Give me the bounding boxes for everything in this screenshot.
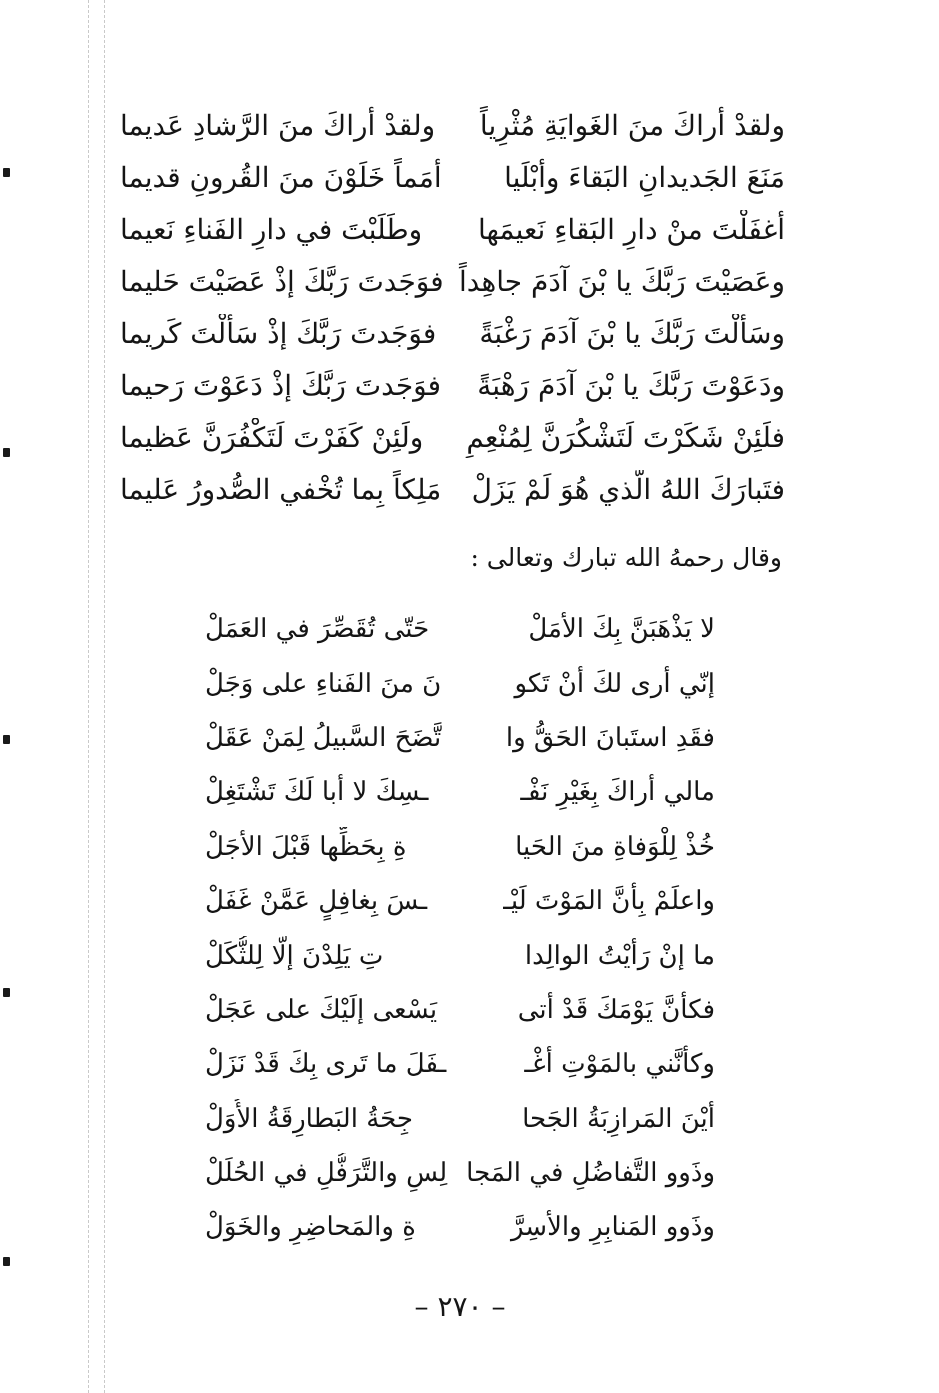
verse-first-half: فلَئِنْ شَكَرْتَ لَتَشْكُرَنَّ لِمُنْعِمٍ <box>466 421 785 454</box>
verse-second-half: حَتّى تُقَصِّرَ في العَمَلْ <box>205 614 430 645</box>
verse-second-half: ةِ والمَحاضِرِ والخَوَلْ <box>205 1212 416 1243</box>
verse-first-half: فقَدِ استَبانَ الحَقُّ وا <box>505 722 715 753</box>
verse-first-half: فتَبارَكَ اللهُ الّذي هُوَ لَمْ يَزَلْ <box>471 473 785 506</box>
verse-line <box>205 1200 715 1254</box>
verse-line <box>120 308 785 360</box>
verse-first-half: مالي أراكَ بِغَيْرِ نَفْـ <box>520 777 715 808</box>
verse-second-half: فوَجَدتَ رَبَّكَ إذْ سَأَلْتَ كَريما <box>120 317 437 350</box>
verse-second-half: تِ يَلِدْنَ إلّا لِلثُّكَلْ <box>205 940 384 971</box>
verse-first-half: خُذْ لِلْوَفاةِ منَ الحَيا <box>515 831 715 862</box>
verse-line <box>205 1146 715 1200</box>
verse-line <box>120 204 785 256</box>
verse-line <box>120 360 785 412</box>
verse-first-half: مَنَعَ الجَديدانِ البَقاءَ وأبْلَيا <box>504 161 785 194</box>
verse-line <box>205 874 715 928</box>
verse-second-half: ولقدْ أراكَ منَ الرَّشادِ عَديما <box>120 109 436 142</box>
verse-second-half: فوَجَدتَ رَبَّكَ إذْ دَعَوْتَ رَحيما <box>120 369 441 402</box>
verse-first-half: وذَوو المَنابِرِ والأسِرَّ <box>510 1212 715 1243</box>
poem-introduction: وقال رحمهُ الله تبارك وتعالى : <box>470 543 782 572</box>
verse-first-half: وكأنَّني بالمَوْتِ أغْـ <box>524 1049 715 1080</box>
verse-second-half: ـسِكَ لا أبا لَكَ تَشْتَغِلْ <box>205 777 429 808</box>
page-number: – ٢٧٠ – <box>414 1290 506 1323</box>
verse-line <box>205 820 715 874</box>
verse-line <box>120 412 785 464</box>
verse-second-half: نَ منَ الفَناءِ على وَجَلْ <box>205 668 442 699</box>
verse-second-half: لِسِ والتَّرَفُّلِ في الحُلَلْ <box>205 1158 448 1189</box>
verse-first-half: ولقدْ أراكَ منَ الغَوايَةِ مُثْرِياً <box>479 109 785 142</box>
verse-line <box>205 711 715 765</box>
verse-line <box>120 100 785 152</box>
verse-first-half: إنّي أرى لكَ أنْ تَكو <box>514 668 715 699</box>
verse-second-half: ـفَلَ ما تَرى بِكَ قَدْ نَزَلْ <box>205 1049 447 1080</box>
verse-line <box>120 256 785 308</box>
verse-line <box>120 464 785 516</box>
verse-first-half: لا يَذْهَبَنَّ بِكَ الأمَلْ <box>528 614 715 645</box>
poem-second <box>205 602 715 1255</box>
verse-line <box>205 1037 715 1091</box>
verse-line <box>120 152 785 204</box>
verse-first-half: وعَصَيْتَ رَبَّكَ يا بْنَ آدَمَ جاهِداً <box>459 265 785 298</box>
verse-second-half: يَسْعى إلَيْكَ على عَجَلْ <box>205 994 438 1025</box>
verse-line <box>205 765 715 819</box>
verse-second-half: تَّضَحَ السَّبيلُ لِمَنْ عَقَلْ <box>205 722 442 753</box>
verse-first-half: ودَعَوْتَ رَبَّكَ يا بْنَ آدَمَ رَهْبَةً <box>477 369 785 402</box>
verse-second-half: ـسَ بِغافِلٍ عَمَّنْ غَفَلْ <box>205 886 428 917</box>
verse-first-half: فكأنَّ يَوْمَكَ قَدْ أتى <box>517 994 715 1025</box>
verse-line <box>205 983 715 1037</box>
poem-first <box>120 100 785 516</box>
verse-second-half: فوَجَدتَ رَبَّكَ إذْ عَصَيْتَ حَليما <box>120 265 444 298</box>
verse-line <box>205 928 715 982</box>
verse-first-half: واعلَمْ بِأنَّ المَوْتَ لَيْـ <box>503 886 715 917</box>
verse-first-half: ما إنْ رَأيْتُ الوالِدا <box>524 940 715 971</box>
verse-line <box>205 602 715 656</box>
verse-first-half: أيْنَ المَرازِبَةُ الجَحا <box>522 1103 715 1134</box>
verse-second-half: وطَلَبْتَ في دارِ الفَناءِ نَعيما <box>120 213 423 246</box>
verse-second-half: جِحَةُ البَطارِقَةُ الأُوَلْ <box>205 1103 413 1134</box>
verse-first-half: وذَوو التَّفاضُلِ في المَجا <box>466 1158 715 1189</box>
verse-second-half: مَلِكاً بِما تُخْفي الصُّدورُ عَليما <box>120 473 442 506</box>
verse-line <box>205 1092 715 1146</box>
verse-line <box>205 656 715 710</box>
verse-second-half: أُمَماً خَلَوْنَ منَ القُرونِ قديما <box>120 161 442 194</box>
verse-first-half: أغفَلْتَ منْ دارِ البَقاءِ نَعيمَها <box>477 213 785 246</box>
verse-second-half: ةِ بِحَظِّها قَبْلَ الأجَلْ <box>205 831 407 862</box>
verse-second-half: ولَئِنْ كَفَرْتَ لَتَكْفُرَنَّ عَظيما <box>120 421 424 454</box>
verse-first-half: وسَأَلْتَ رَبَّكَ يا بْنَ آدَمَ رَغْبَةً <box>479 317 785 350</box>
